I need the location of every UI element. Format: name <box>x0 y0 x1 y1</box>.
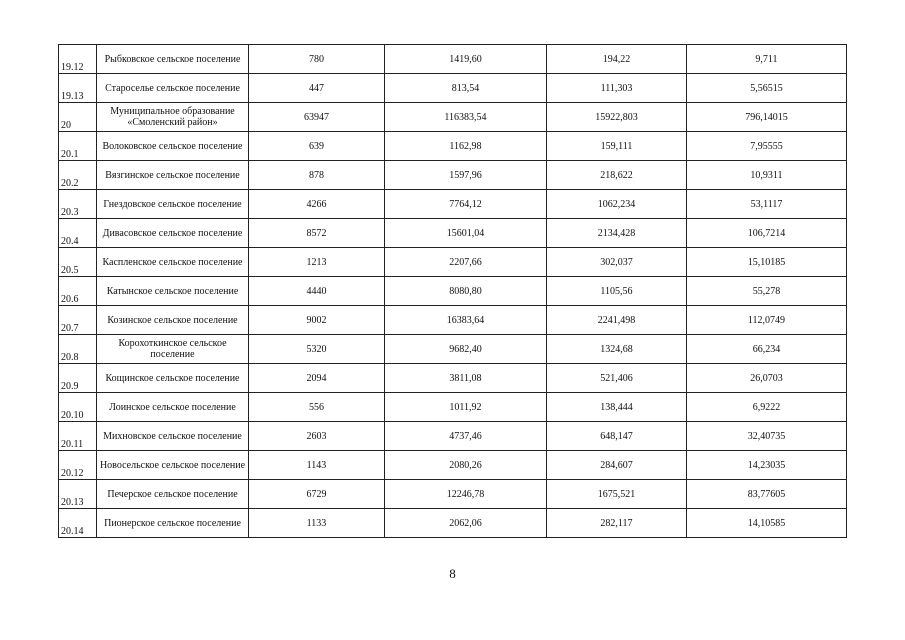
value-cell-4: 112,0749 <box>687 306 847 335</box>
settlement-name-cell: Новосельское сельское поселение <box>97 451 249 480</box>
table-row <box>59 451 847 480</box>
table-row <box>59 393 847 422</box>
page-number: 8 <box>449 566 456 581</box>
value-cell-1: 2094 <box>249 364 385 393</box>
value-cell-2: 1162,98 <box>385 132 547 161</box>
value-cell-4: 6,9222 <box>687 393 847 422</box>
value-cell-3: 1324,68 <box>547 335 687 364</box>
value-cell-4: 66,234 <box>687 335 847 364</box>
value-cell-2: 4737,46 <box>385 422 547 451</box>
row-number-cell: 20.11 <box>59 422 97 451</box>
value-cell-4: 15,10185 <box>687 248 847 277</box>
table-row <box>59 190 847 219</box>
row-number-cell: 19.12 <box>59 45 97 74</box>
value-cell-4: 26,0703 <box>687 364 847 393</box>
row-number-cell: 20 <box>59 103 97 132</box>
table-row <box>59 335 847 364</box>
value-cell-3: 159,111 <box>547 132 687 161</box>
row-number-cell: 20.6 <box>59 277 97 306</box>
row-number-cell: 20.13 <box>59 480 97 509</box>
row-number-cell: 20.9 <box>59 364 97 393</box>
value-cell-2: 15601,04 <box>385 219 547 248</box>
row-number-cell: 20.1 <box>59 132 97 161</box>
row-number-cell: 19.13 <box>59 74 97 103</box>
value-cell-4: 10,9311 <box>687 161 847 190</box>
value-cell-3: 1062,234 <box>547 190 687 219</box>
settlement-name-cell: Кощинское сельское поселение <box>97 364 249 393</box>
row-number-cell: 20.4 <box>59 219 97 248</box>
value-cell-4: 55,278 <box>687 277 847 306</box>
value-cell-2: 1011,92 <box>385 393 547 422</box>
value-cell-1: 9002 <box>249 306 385 335</box>
value-cell-2: 16383,64 <box>385 306 547 335</box>
value-cell-3: 15922,803 <box>547 103 687 132</box>
value-cell-4: 106,7214 <box>687 219 847 248</box>
value-cell-4: 32,40735 <box>687 422 847 451</box>
table-row <box>59 74 847 103</box>
value-cell-2: 2080,26 <box>385 451 547 480</box>
value-cell-1: 1143 <box>249 451 385 480</box>
value-cell-1: 4266 <box>249 190 385 219</box>
value-cell-4: 14,10585 <box>687 509 847 538</box>
value-cell-3: 194,22 <box>547 45 687 74</box>
value-cell-4: 9,711 <box>687 45 847 74</box>
settlement-name-cell: Лоинское сельское поселение <box>97 393 249 422</box>
settlement-name-cell: Корохоткинское сельское поселение <box>97 335 249 364</box>
table-row <box>59 219 847 248</box>
data-table <box>58 44 847 538</box>
value-cell-1: 63947 <box>249 103 385 132</box>
value-cell-3: 1105,56 <box>547 277 687 306</box>
table-row <box>59 45 847 74</box>
table-row <box>59 480 847 509</box>
row-number-cell: 20.14 <box>59 509 97 538</box>
row-number-cell: 20.8 <box>59 335 97 364</box>
value-cell-1: 639 <box>249 132 385 161</box>
value-cell-1: 447 <box>249 74 385 103</box>
value-cell-2: 12246,78 <box>385 480 547 509</box>
value-cell-1: 4440 <box>249 277 385 306</box>
value-cell-4: 83,77605 <box>687 480 847 509</box>
value-cell-3: 2134,428 <box>547 219 687 248</box>
value-cell-4: 7,95555 <box>687 132 847 161</box>
value-cell-3: 282,117 <box>547 509 687 538</box>
row-number-cell: 20.2 <box>59 161 97 190</box>
value-cell-1: 780 <box>249 45 385 74</box>
value-cell-3: 111,303 <box>547 74 687 103</box>
value-cell-2: 8080,80 <box>385 277 547 306</box>
value-cell-2: 1597,96 <box>385 161 547 190</box>
value-cell-1: 6729 <box>249 480 385 509</box>
row-number-cell: 20.3 <box>59 190 97 219</box>
value-cell-4: 14,23035 <box>687 451 847 480</box>
value-cell-3: 1675,521 <box>547 480 687 509</box>
settlement-name-cell: Каспленское сельское поселение <box>97 248 249 277</box>
table-body <box>59 45 847 538</box>
value-cell-2: 2062,06 <box>385 509 547 538</box>
value-cell-3: 302,037 <box>547 248 687 277</box>
settlement-name-cell: Вязгинское сельское поселение <box>97 161 249 190</box>
value-cell-3: 521,406 <box>547 364 687 393</box>
value-cell-4: 5,56515 <box>687 74 847 103</box>
value-cell-3: 284,607 <box>547 451 687 480</box>
value-cell-2: 3811,08 <box>385 364 547 393</box>
value-cell-2: 9682,40 <box>385 335 547 364</box>
settlement-name-cell: Печерское сельское поселение <box>97 480 249 509</box>
table-row <box>59 364 847 393</box>
row-number-cell: 20.12 <box>59 451 97 480</box>
settlement-name-cell: Гнездовское сельское поселение <box>97 190 249 219</box>
settlement-name-cell: Козинское сельское поселение <box>97 306 249 335</box>
value-cell-3: 218,622 <box>547 161 687 190</box>
table-row <box>59 306 847 335</box>
value-cell-1: 8572 <box>249 219 385 248</box>
settlement-name-cell: Пионерское сельское поселение <box>97 509 249 538</box>
settlement-name-cell: Михновское сельское поселение <box>97 422 249 451</box>
value-cell-1: 5320 <box>249 335 385 364</box>
value-cell-2: 7764,12 <box>385 190 547 219</box>
value-cell-1: 1133 <box>249 509 385 538</box>
settlement-name-cell: Волоковское сельское поселение <box>97 132 249 161</box>
settlement-name-cell: Рыбковское сельское поселение <box>97 45 249 74</box>
table-row <box>59 509 847 538</box>
value-cell-1: 1213 <box>249 248 385 277</box>
settlement-name-cell: Муниципальное образование «Смоленский район» <box>97 103 249 132</box>
value-cell-3: 138,444 <box>547 393 687 422</box>
table-row <box>59 248 847 277</box>
value-cell-3: 648,147 <box>547 422 687 451</box>
value-cell-1: 878 <box>249 161 385 190</box>
row-number-cell: 20.10 <box>59 393 97 422</box>
value-cell-1: 556 <box>249 393 385 422</box>
table-row <box>59 132 847 161</box>
settlement-name-cell: Катынское сельское поселение <box>97 277 249 306</box>
table-row <box>59 277 847 306</box>
settlement-name-cell: Дивасовское сельское поселение <box>97 219 249 248</box>
value-cell-3: 2241,498 <box>547 306 687 335</box>
value-cell-4: 796,14015 <box>687 103 847 132</box>
table-row <box>59 161 847 190</box>
row-number-cell: 20.5 <box>59 248 97 277</box>
row-number-cell: 20.7 <box>59 306 97 335</box>
value-cell-2: 2207,66 <box>385 248 547 277</box>
value-cell-2: 1419,60 <box>385 45 547 74</box>
table-row <box>59 103 847 132</box>
settlement-name-cell: Староселье сельское поселение <box>97 74 249 103</box>
table-row <box>59 422 847 451</box>
value-cell-1: 2603 <box>249 422 385 451</box>
value-cell-4: 53,1117 <box>687 190 847 219</box>
value-cell-2: 116383,54 <box>385 103 547 132</box>
value-cell-2: 813,54 <box>385 74 547 103</box>
